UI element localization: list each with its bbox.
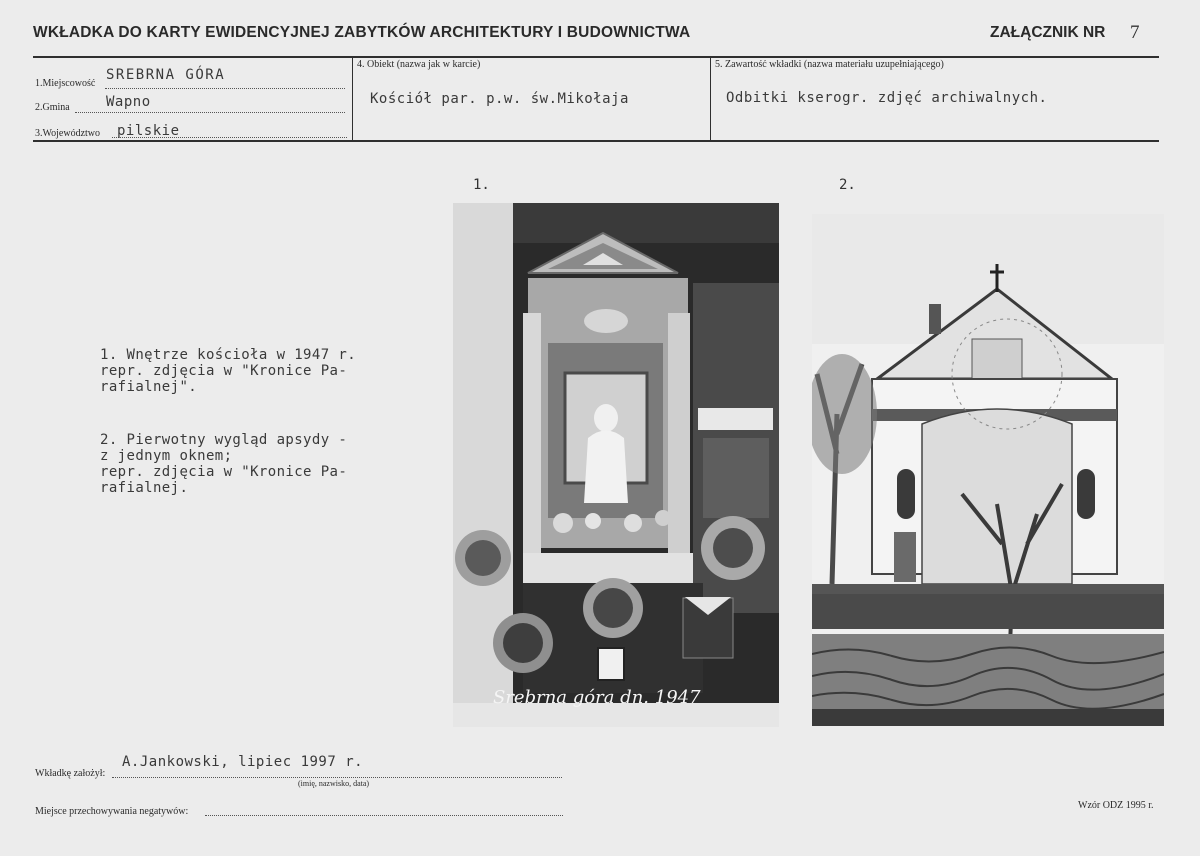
- form-divider-1: [352, 57, 353, 140]
- church-exterior-photo-art: [812, 214, 1164, 726]
- voivodeship-label: 3.Województwo: [35, 128, 101, 139]
- photo-2-number: 2.: [839, 177, 856, 193]
- photo-1-number: 1.: [473, 177, 490, 193]
- annex-number: 7: [1130, 22, 1140, 43]
- founder-hint: (imię, nazwisko, data): [298, 779, 370, 788]
- church-interior-photo-art: [453, 203, 779, 727]
- church-interior-photo: [453, 203, 779, 727]
- form-top-rule: [33, 56, 1159, 58]
- caption-photo-1: 1. Wnętrze kościoła w 1947 r. repr. zdjęcia w "Kronice Pa- rafialnej".: [100, 347, 357, 395]
- commune-value: Wapno: [106, 94, 151, 110]
- negatives-dotted-line: [205, 815, 563, 816]
- founder-value: A.Jankowski, lipiec 1997 r.: [122, 754, 364, 770]
- founder-label: Wkładkę założył:: [35, 768, 106, 779]
- form-bottom-rule: [33, 140, 1159, 142]
- object-value: Kościół par. p.w. św.Mikołaja: [370, 91, 629, 107]
- place-label: 1.Miejscowość: [35, 78, 96, 89]
- commune-label: 2.Gmina: [35, 102, 70, 113]
- object-label: 4. Obiekt (nazwa jak w karcie): [357, 59, 481, 70]
- negatives-label: Miejsce przechowywania negatywów:: [35, 806, 189, 817]
- caption-photo-2: 2. Pierwotny wygląd apsydy - z jednym oknem; repr. zdjęcia w "Kronice Pa- rafialnej.: [100, 432, 348, 496]
- place-value: SREBRNA GÓRA: [106, 67, 226, 83]
- voivodeship-value: pilskie: [117, 123, 180, 139]
- place-dotted-line: [105, 88, 345, 89]
- commune-dotted-line: [75, 112, 345, 113]
- contents-label: 5. Zawartość wkładki (nazwa materiału uzupełniającego): [715, 59, 944, 70]
- photo-1-inscription: Srebrna góra dn. 1947: [493, 687, 701, 708]
- contents-value: Odbitki kserogr. zdjęć archiwalnych.: [726, 90, 1048, 106]
- church-exterior-photo: [812, 214, 1164, 726]
- form-code: Wzór ODZ 1995 r.: [1078, 800, 1154, 811]
- form-divider-2: [710, 57, 711, 140]
- annex-label: ZAŁĄCZNIK NR: [990, 24, 1106, 41]
- sheet-title: WKŁADKA DO KARTY EWIDENCYJNEJ ZABYTKÓW ARCHITEKTURY I BUDOWNICTWA: [33, 24, 691, 41]
- founder-dotted-line: [112, 777, 562, 778]
